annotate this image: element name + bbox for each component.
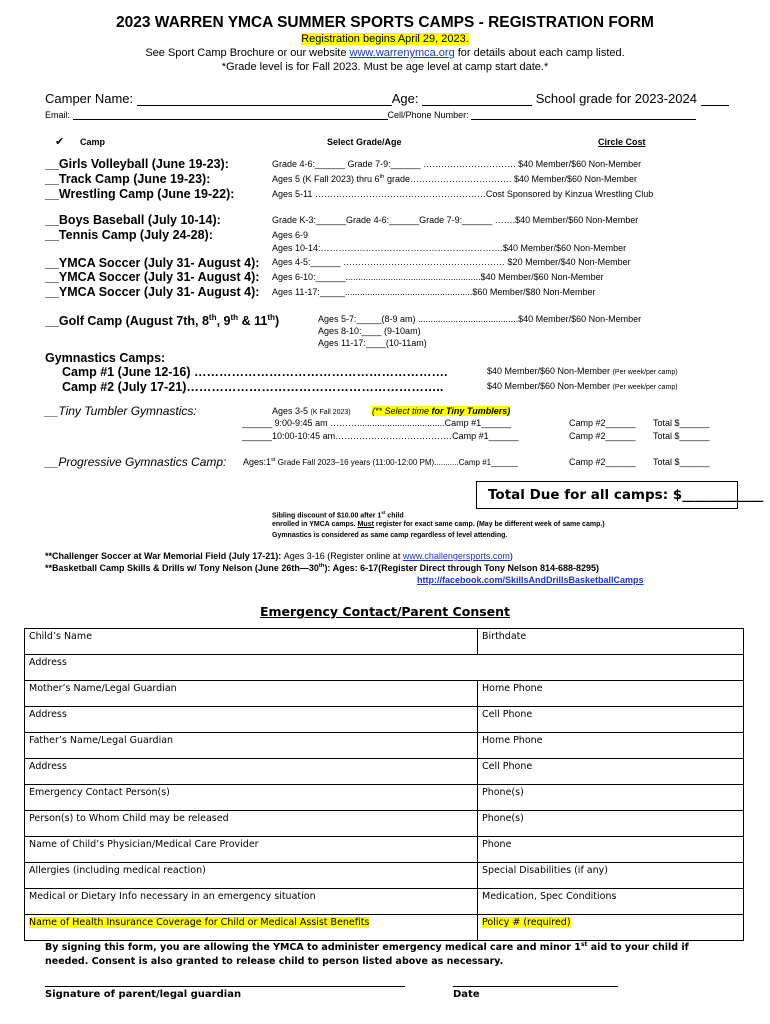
basketball-pre: **Basketball Camp Skills & Drills w/ Tony Nelson (June 26th—30 xyxy=(45,563,319,573)
emergency-section-title: Emergency Contact/Parent Consent xyxy=(259,604,511,619)
camper-name-label: Camper Name: xyxy=(45,91,134,106)
camp-soccer-ages-6-10[interactable]: __YMCA Soccer (July 31- August 4): xyxy=(45,270,260,284)
consent-post: aid to your child if needed. Consent is also granted to release child to person listed above as necessary. xyxy=(45,942,689,968)
track-options-pre: Ages 5 (K Fall 2023) thru 6 xyxy=(272,174,380,184)
table-row xyxy=(25,707,744,733)
sibling-line-1-sup: st xyxy=(381,510,386,515)
field-label: Child’s Name xyxy=(29,631,92,642)
tiny-slot-2-total[interactable]: Total $______ xyxy=(653,431,710,441)
golf-options-11-17: Ages 11-17:____(10-11am) xyxy=(318,338,427,348)
sibling-line-1 xyxy=(272,510,404,519)
field-cell[interactable] xyxy=(25,655,744,681)
field-label: Medication, Spec Conditions xyxy=(482,891,617,902)
field-cell[interactable] xyxy=(478,915,744,941)
field-label: Name of Child’s Physician/Medical Care Provider xyxy=(29,839,259,850)
cost-column-header: Circle Cost xyxy=(598,137,646,147)
field-cell[interactable] xyxy=(478,785,744,811)
golf-options-8-10: Ages 8-10:____ (9-10am) xyxy=(318,326,421,336)
track-options-sup: th xyxy=(379,174,385,180)
camp-soccer-ages-4-5[interactable]: __YMCA Soccer (July 31- August 4): xyxy=(45,256,260,270)
check-column-header: ✔ xyxy=(55,136,65,148)
tennis-options-10-14: Ages 10-14:…………………………………………………….$40 Member/$60 Non-Member xyxy=(272,243,627,253)
camp-tennis[interactable]: __Tennis Camp (July 24-28): xyxy=(45,228,213,242)
signature-label: Signature of parent/legal guardian xyxy=(45,989,242,1000)
field-cell[interactable] xyxy=(25,759,478,785)
field-label: Name of Health Insurance Coverage for Child or Medical Assist Benefits xyxy=(29,917,370,928)
tiny-tumbler-slot-2[interactable]: ______10:00-10:45 am…………………………………Camp #1______ xyxy=(242,431,519,441)
gymnastics-camp-2-cost-text: $40 Member/$60 Non-Member xyxy=(487,381,611,391)
camp-track[interactable]: __Track Camp (June 19-23): xyxy=(45,172,211,186)
field-label: Phone(s) xyxy=(482,813,524,824)
field-cell[interactable] xyxy=(25,629,478,655)
track-options-post: grade……………………………. $40 Member/$60 Non-Member xyxy=(384,174,638,184)
brochure-suffix: for details about each camp listed. xyxy=(454,47,625,59)
school-grade-label: School grade for 2023-2024 xyxy=(535,91,697,106)
golf-post: ) xyxy=(274,314,280,329)
field-cell[interactable] xyxy=(25,889,478,915)
table-row xyxy=(25,629,744,655)
camp-wrestling[interactable]: __Wrestling Camp (June 19-22): xyxy=(45,187,235,201)
basketball-post: ): Ages: 6-17(Register Direct through Tony Nelson 814-688-8295) xyxy=(324,563,600,573)
soccer-options-11-17: Ages 11-17:_____...................................................$60 Member/$80 Non-Member xyxy=(272,287,596,297)
table-row xyxy=(25,811,744,837)
tennis-options-6-9: Ages 6-9 xyxy=(272,230,309,240)
email-field[interactable] xyxy=(73,119,388,120)
prog-age-sup: st xyxy=(271,457,276,463)
camp-golf[interactable] xyxy=(45,313,279,328)
prog-age-pre: Ages:1 xyxy=(243,457,272,467)
date-line[interactable] xyxy=(453,986,618,987)
field-cell[interactable] xyxy=(478,837,744,863)
field-cell[interactable] xyxy=(25,733,478,759)
gymnastics-camp-1[interactable]: Camp #1 (June 12-16) ……………………………………………………. xyxy=(62,365,448,379)
golf-sup-3: th xyxy=(267,313,275,322)
golf-mid: , 9 xyxy=(216,314,231,329)
field-cell[interactable] xyxy=(478,707,744,733)
signature-line[interactable] xyxy=(45,986,405,987)
golf-options-5-7: Ages 5-7:_____(8-9 am) ........................................$40 Member/$60 Non-Member xyxy=(318,314,642,324)
grade-column-header: Select Grade/Age xyxy=(327,137,402,147)
total-due-label: Total Due for all camps: $____________ xyxy=(488,487,764,503)
prog-age-post: Grade Fall 2023–16 years (11:00-12:00 PM)...........Camp #1______ xyxy=(275,458,518,467)
table-row xyxy=(25,837,744,863)
field-label: Mother’s Name/Legal Guardian xyxy=(29,683,177,694)
table-row xyxy=(25,733,744,759)
tiny-select-bold: for Tiny Tumblers) xyxy=(431,406,511,416)
tiny-tumbler-age xyxy=(272,406,351,416)
soccer-options-6-10: Ages 6-10:______......................................................$40 Member/$60 Non-Member xyxy=(272,272,604,282)
field-cell[interactable] xyxy=(25,915,478,941)
field-label: Address xyxy=(29,761,67,772)
challenger-link[interactable]: www.challengersports.com xyxy=(402,551,510,561)
volleyball-options: Grade 4-6:______ Grade 7-9:______ …………………………. $40 Member/$60 Non-Member xyxy=(272,159,642,169)
tiny-tumbler-label[interactable]: __Tiny Tumbler Gymnastics: xyxy=(45,404,197,418)
registration-notice-line xyxy=(0,33,770,45)
field-label: Home Phone xyxy=(482,683,543,694)
field-cell[interactable] xyxy=(25,811,478,837)
camper-name-field[interactable] xyxy=(137,105,392,106)
sibling-line-2-pre: enrolled in YMCA camps. xyxy=(272,521,358,528)
soccer-options-4-5: Ages 4-5:______ ……………………………………………… $20 Member/$40 Non-Member xyxy=(272,257,631,267)
field-label: Person(s) to Whom Child may be released xyxy=(29,813,229,824)
progressive-camp-2[interactable]: Camp #2______ xyxy=(569,457,636,467)
field-label: Policy # (required) xyxy=(482,917,571,928)
field-label: Birthdate xyxy=(482,631,527,642)
field-label: Address xyxy=(29,709,67,720)
challenger-pre: **Challenger Soccer at War Memorial Field (July 17-21): xyxy=(45,551,284,561)
tiny-select-text: (** Select time xyxy=(372,406,432,416)
field-label: Emergency Contact Person(s) xyxy=(29,787,170,798)
camp-soccer-ages-11-17[interactable]: __YMCA Soccer (July 31- August 4): xyxy=(45,285,260,299)
challenger-post: ) xyxy=(509,551,513,561)
field-cell[interactable] xyxy=(478,759,744,785)
tiny-slot-2-camp-2[interactable]: Camp #2______ xyxy=(569,431,636,441)
form-title: 2023 WARREN YMCA SUMMER SPORTS CAMPS - REGISTRATION FORM xyxy=(116,14,654,31)
tiny-slot-1-camp-2[interactable]: Camp #2______ xyxy=(569,418,636,428)
phone-field[interactable] xyxy=(471,119,696,120)
field-cell[interactable] xyxy=(25,863,478,889)
sibling-line-1-post: child xyxy=(385,512,404,520)
gymnastics-camp-2[interactable]: Camp #2 (July 17-21)…………………………………………………….. xyxy=(62,380,444,394)
table-row xyxy=(25,655,744,681)
field-label: Cell Phone xyxy=(482,709,533,720)
phone-label: Cell/Phone Number: xyxy=(387,110,469,120)
sibling-line-2 xyxy=(272,521,605,528)
tiny-tumbler-age-note: (K Fall 2023) xyxy=(310,409,351,416)
wrestling-options: Ages 5-11 …………………………………………………Cost Sponsored by Kinzua Wrestling Club xyxy=(272,189,654,199)
sibling-line-3: Gymnastics is considered as same camp regardless of level attending. xyxy=(272,532,508,539)
basketball-camp-line xyxy=(45,563,599,573)
tiny-tumbler-slot-1[interactable]: ______ 9:00-9:45 am ………...................................Camp #1______ xyxy=(242,418,512,428)
grade-note: *Grade level is for Fall 2023. Must be age level at camp start date.* xyxy=(221,61,549,73)
field-label: Phone xyxy=(482,839,512,850)
gymnastics-camp-2-cost xyxy=(487,381,678,391)
consent-pre: By signing this form, you are allowing the YMCA to administer emergency medical care and minor 1 xyxy=(45,942,581,954)
field-cell[interactable] xyxy=(25,681,478,707)
field-label: Allergies (including medical reaction) xyxy=(29,865,206,876)
field-cell[interactable] xyxy=(478,889,744,915)
tiny-slot-1-total[interactable]: Total $______ xyxy=(653,418,710,428)
field-cell[interactable] xyxy=(25,707,478,733)
table-row xyxy=(25,681,744,707)
consent-statement xyxy=(45,938,735,969)
table-row xyxy=(25,863,744,889)
emergency-contact-table xyxy=(24,628,744,941)
field-cell[interactable] xyxy=(25,837,478,863)
registration-notice: Registration begins April 29, 2023. xyxy=(301,33,469,45)
table-row xyxy=(25,785,744,811)
date-label: Date xyxy=(453,989,480,1000)
age-field[interactable] xyxy=(422,105,532,106)
golf-mid-2: & 11 xyxy=(238,314,268,329)
table-row xyxy=(25,915,744,941)
field-cell[interactable] xyxy=(478,629,744,655)
website-link[interactable]: www.warrenymca.org xyxy=(349,47,455,59)
camper-name-row xyxy=(45,91,729,106)
field-label: Cell Phone xyxy=(482,761,533,772)
gymnastics-camp-1-cost-text: $40 Member/$60 Non-Member xyxy=(487,366,611,376)
gymnastics-heading: Gymnastics Camps: xyxy=(45,351,166,365)
field-cell[interactable] xyxy=(478,863,744,889)
consent-sup: st xyxy=(580,941,588,948)
email-label: Email: xyxy=(45,110,71,120)
progressive-total[interactable]: Total $______ xyxy=(653,457,710,467)
gymnastics-camp-2-note: (Per week/per camp) xyxy=(612,384,678,391)
school-grade-field[interactable] xyxy=(701,105,729,106)
email-row xyxy=(45,110,696,120)
table-row xyxy=(25,759,744,785)
field-label: Medical or Dietary Info necessary in an emergency situation xyxy=(29,891,316,902)
progressive-gymnastics-options[interactable] xyxy=(243,457,518,467)
field-label: Phone(s) xyxy=(482,787,524,798)
camp-girls-volleyball[interactable]: __Girls Volleyball (June 19-23): xyxy=(45,157,229,171)
progressive-gymnastics-label[interactable]: __Progressive Gymnastics Camp: xyxy=(45,455,227,469)
field-label: Special Disabilities (if any) xyxy=(482,865,608,876)
gymnastics-camp-1-cost xyxy=(487,366,678,376)
basketball-sup: th xyxy=(318,563,325,569)
challenger-soccer-line xyxy=(45,551,513,561)
field-cell[interactable] xyxy=(478,811,744,837)
gymnastics-camp-1-note: (Per week/per camp) xyxy=(612,369,678,376)
sibling-line-2-post: register for exact same camp. (May be different week of same camp.) xyxy=(373,521,605,528)
field-label: Father’s Name/Legal Guardian xyxy=(29,735,174,746)
field-cell[interactable] xyxy=(25,785,478,811)
sibling-line-2-must: Must xyxy=(357,521,374,528)
track-options xyxy=(272,174,637,184)
field-cell[interactable] xyxy=(478,681,744,707)
facebook-link[interactable]: http://facebook.com/SkillsAndDrillsBasketballCamps xyxy=(417,575,644,585)
camp-boys-baseball[interactable]: __Boys Baseball (July 10-14): xyxy=(45,213,221,227)
baseball-options: Grade K-3:______Grade 4-6:______Grade 7-9:______ …….$40 Member/$60 Non-Member xyxy=(272,215,639,225)
golf-sup-2: th xyxy=(230,313,239,322)
challenger-mid: Ages 3-16 (Register online at xyxy=(283,551,403,561)
brochure-prefix: See Sport Camp Brochure or our website xyxy=(145,47,350,59)
table-row xyxy=(25,889,744,915)
age-label: Age: xyxy=(391,91,419,106)
golf-sup-1: th xyxy=(208,313,217,322)
tiny-tumbler-age-text: Ages 3-5 xyxy=(272,406,309,416)
camp-column-header: Camp xyxy=(80,137,106,147)
golf-pre: __Golf Camp (August 7th, 8 xyxy=(45,314,209,329)
tiny-tumbler-select-note xyxy=(372,406,510,416)
field-label: Home Phone xyxy=(482,735,543,746)
sibling-line-1-pre: Sibling discount of $10.00 after 1 xyxy=(272,512,382,520)
field-cell[interactable] xyxy=(478,733,744,759)
brochure-line xyxy=(0,47,770,59)
field-label: Address xyxy=(29,657,67,668)
